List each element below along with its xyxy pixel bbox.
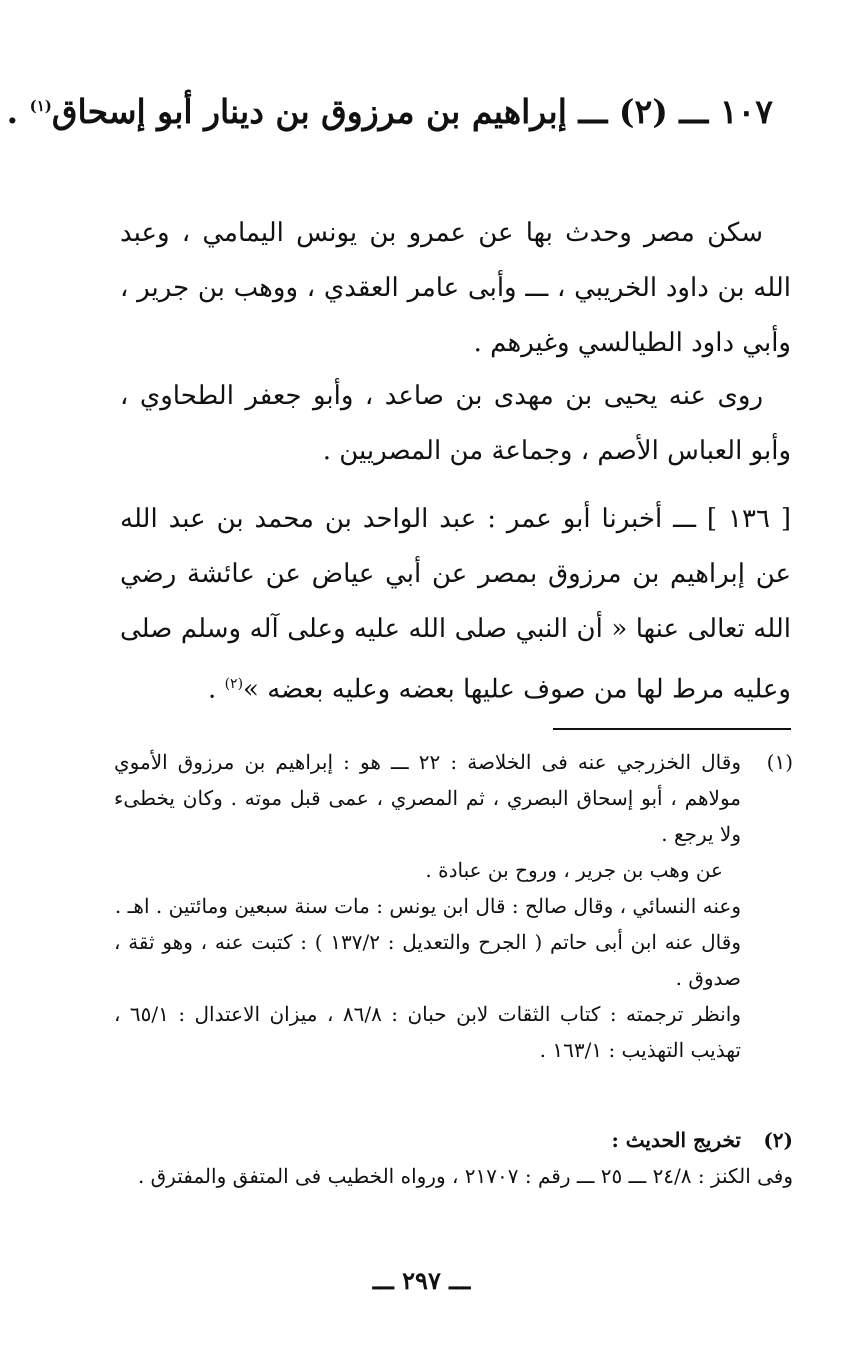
footnote-1-number: (١) [766,750,793,774]
biography-paragraph [120,206,791,371]
footnote-1-line-3: وعنه النسائي ، وقال صالح : قال ابن يونس : مات سنة سبعين ومائتين . اهـ . [114,894,741,918]
footnote-2 [114,1122,793,1194]
hadith-end: . [208,674,225,705]
narrators-text: روى عنه يحيى بن مهدى بن صاعد ، وأبو جعفر الطحاوي ، وأبو العباس الأصم ، وجماعة من المصريين . [120,381,791,466]
footnote-divider [553,728,791,730]
footnote-2-number: (٢) [763,1128,793,1152]
footnote-1-line-2: عن وهب بن جرير ، وروح بن عبادة . [425,858,723,882]
hadith-footnote-ref: (٢) [224,676,244,692]
footnote-1 [114,744,793,1068]
title-footnote-ref: (١) [29,97,52,115]
footnote-1-text: وقال الخزرجي عنه فى الخلاصة : ٢٢ ـــ هو : إبراهيم بن مرزوق الأموي مولاهم ، أبو إسحاق البصري ، ثم المصري ، عمى قبل موته . وكان يخطىء ولا يرجع . [114,750,741,846]
entry-title-end: . [6,92,30,131]
entry-title [6,92,773,132]
page-number: ـــ ٢٩٧ ـــ [372,1266,471,1295]
hadith-paragraph [120,492,791,718]
biography-text: سكن مصر وحدث بها عن عمرو بن يونس اليمامي ، وعبد الله بن داود الخريبي ، ـــ وأبى عامر العقدي ، ووهب بن جرير ، وأبي داود الطيالسي وغيرهم . [120,218,791,358]
entry-title-text: ١٠٧ ـــ (٢) ـــ إبراهيم بن مرزوق بن دينار أبو إسحاق [51,92,773,131]
footnote-1-line-4: وقال عنه ابن أبى حاتم ( الجرح والتعديل : ١٣٧/٢ ) : كتبت عنه ، وهو ثقة ، صدوق . [114,930,741,990]
narrators-paragraph [120,369,791,479]
footnote-2-heading: تخريج الحديث : [611,1128,741,1152]
footnote-1-line-5: وانظر ترجمته : كتاب الثقات لابن حبان : ٨٦/٨ ، ميزان الاعتدال : ٦٥/١ ، تهذيب التهذيب : ١٦٣/١ . [114,1002,741,1062]
footnote-2-text: وفى الكنز : ٢٤/٨ ـــ ٢٥ ـــ رقم : ٢١٧٠٧ ، ورواه الخطيب فى المتفق والمفترق . [137,1164,793,1188]
hadith-text: [ ١٣٦ ] ـــ أخبرنا أبو عمر : عبد الواحد بن محمد بن عبد الله عن إبراهيم بن مرزوق بمصر عن أبي عياض عن عائشة رضي الله تعالى عنها « أن النبي صلى الله عليه وعلى آله وسلم صلى وعليه مرط لها من صوف عليها بعضه وعليه بعضه » [120,504,791,705]
